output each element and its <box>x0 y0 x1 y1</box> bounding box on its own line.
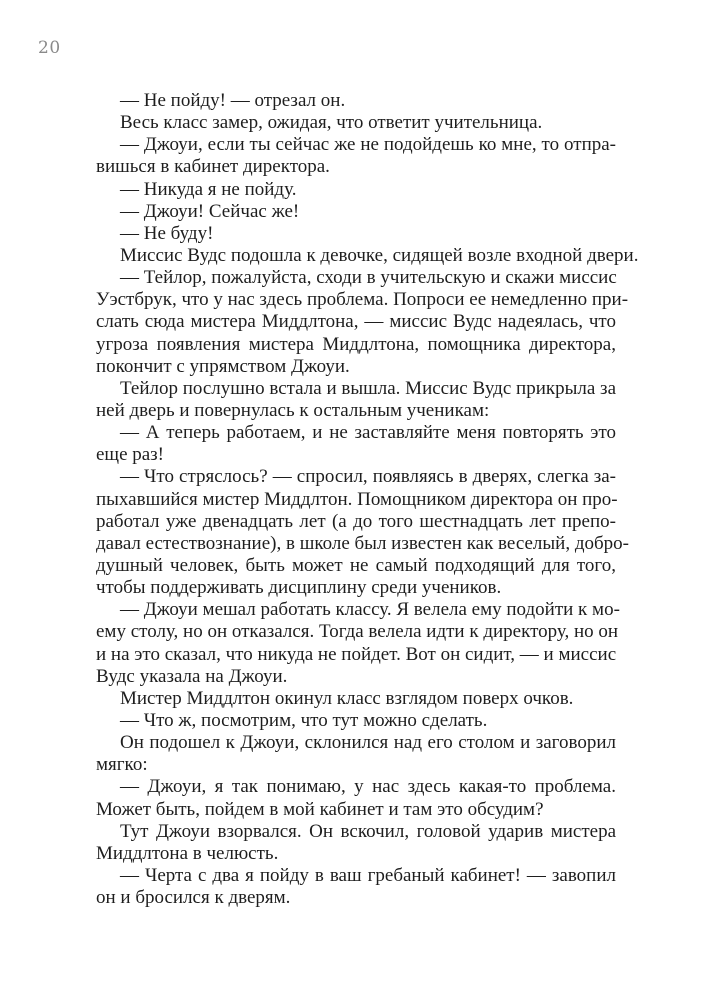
text-line: — Тейлор, пожалуйста, сходи в учительскую и скажи миссис <box>120 267 617 289</box>
text-line: — Что ж, посмотрим, что тут можно сделать. <box>120 709 488 731</box>
text-line: Мистер Миддлтон окинул класс взглядом поверх очков. <box>120 687 574 709</box>
text-line: давал естествознание), в школе был известен как веселый, добро- <box>96 532 630 554</box>
text-line: — Не пойду! — отрезал он. <box>120 90 346 111</box>
text-line: Может быть, пойдем в мой кабинет и там это обсудим? <box>96 798 544 820</box>
text-line: ней дверь и повернулась к остальным ученикам: <box>96 399 490 421</box>
text-line: — Что стряслось? — спросил, появляясь в дверях, слегка за- <box>120 466 616 488</box>
text-line: покончит с упрямством Джоуи. <box>96 355 350 377</box>
text-line: Миссис Вудс подошла к девочке, сидящей возле входной двери. <box>120 244 639 266</box>
text-line: Тейлор послушно встала и вышла. Миссис Вудс прикрыла за <box>120 377 616 399</box>
text-line: — Джоуи, я так понимаю, у нас здесь какая-то проблема. <box>120 776 616 798</box>
text-line: мягко: <box>96 754 148 776</box>
text-line: — Джоуи, если ты сейчас же не подойдешь ко мне, то отпра- <box>120 134 616 156</box>
text-line: слать сюда мистера Миддлтона, — миссис Вудс надеялась, что <box>96 311 616 333</box>
text-line: — А теперь работаем, и не заставляйте меня повторять это <box>120 422 616 444</box>
text-line: — Черта с два я пойду в ваш гребаный кабинет! — завопил <box>120 864 616 886</box>
text-line: угроза появления мистера Миддлтона, помощника директора, <box>96 333 616 355</box>
text-line: и на это сказал, что никуда не пойдет. Вот он сидит, — и миссис <box>96 643 617 665</box>
text-line: Миддлтона в челюсть. <box>96 842 279 864</box>
text-line: Весь класс замер, ожидая, что ответит учительница. <box>120 112 543 134</box>
text-line: еще раз! <box>96 444 165 466</box>
body-text <box>96 90 639 909</box>
text-line: Вудс указала на Джоуи. <box>96 665 288 687</box>
text-line: он и бросился к дверям. <box>96 887 291 909</box>
text-line: — Джоуи! Сейчас же! <box>120 200 300 222</box>
text-line: — Не буду! <box>120 222 214 244</box>
text-line: — Никуда я не пойду. <box>120 178 297 200</box>
text-line: работал уже двенадцать лет (а до того шестнадцать лет препо- <box>96 510 616 532</box>
text-line: ему столу, но он отказался. Тогда велела идти к директору, но он <box>96 621 619 643</box>
text-line: чтобы поддерживать дисциплину среди учеников. <box>96 577 502 599</box>
page-number: 20 <box>38 38 61 58</box>
text-line: душный человек, быть может не самый подходящий для того, <box>96 554 616 576</box>
text-line: Он подошел к Джоуи, склонился над его столом и заговорил <box>120 732 616 754</box>
text-line: вишься в кабинет директора. <box>96 156 330 178</box>
text-line: Тут Джоуи взорвался. Он вскочил, головой ударив мистера <box>120 820 616 842</box>
text-line: — Джоуи мешал работать классу. Я велела ему подойти к мо- <box>120 599 620 621</box>
text-line: пыхавшийся мистер Миддлтон. Помощником директора он про- <box>96 488 618 510</box>
text-line: Уэстбрук, что у нас здесь проблема. Попроси ее немедленно при- <box>96 289 629 311</box>
